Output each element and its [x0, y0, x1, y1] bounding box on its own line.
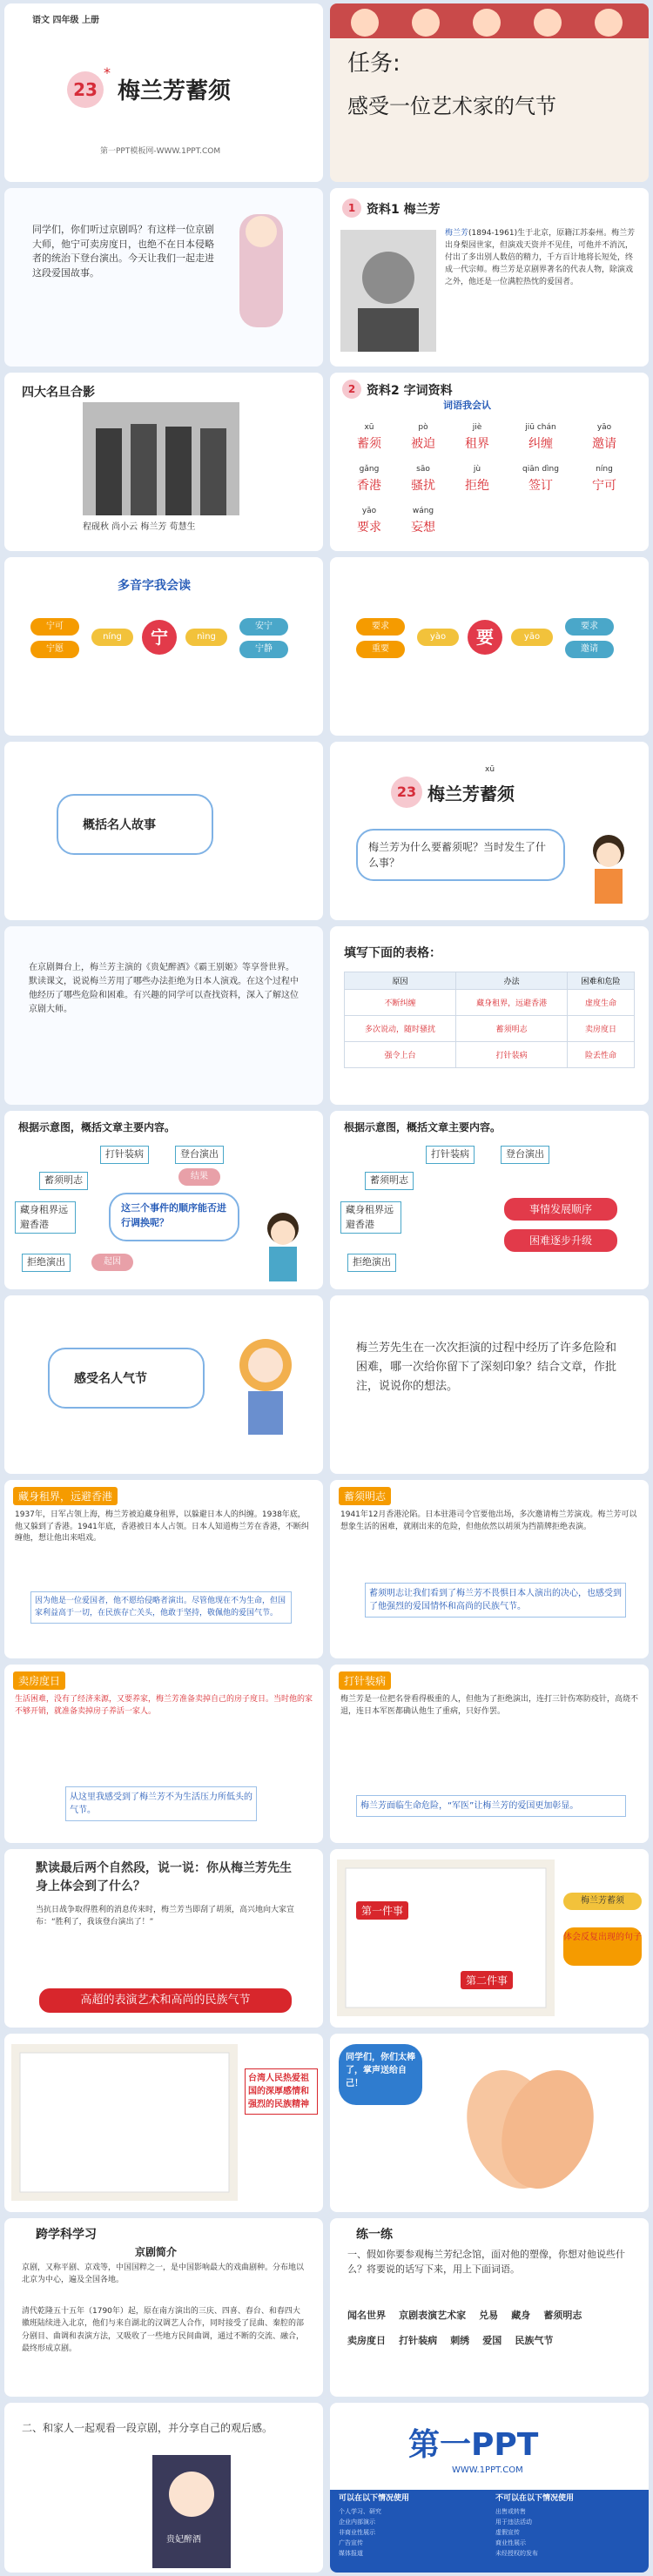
- slide-25-interdisciplinary[interactable]: [4, 2218, 323, 2397]
- polyphone-char: 要: [468, 620, 502, 655]
- pinyin: xū: [364, 423, 374, 432]
- word: 蓄须: [357, 436, 381, 451]
- task-text: 感受一位艺术家的气节: [347, 94, 556, 118]
- allowed-item: 非商业性展示: [339, 2529, 375, 2536]
- event-note: 梅兰芳面临生命危险，“军医”让梅兰芳的爱国更加彰显。: [356, 1795, 626, 1817]
- word: 纠缠: [528, 436, 553, 451]
- slide-23-textbook[interactable]: [4, 2034, 323, 2212]
- lesson-star: *: [104, 64, 111, 81]
- words-sub: 词语我会认: [443, 400, 491, 411]
- practice-word: 民族气节: [515, 2334, 554, 2346]
- interdisciplinary-body-2: 清代乾隆五十五年（1790年）起，原在南方演出的三庆、四喜、春台、和春四大徽班陆续进入北京，他们与来自湖北的汉调艺人合作，同时接受了昆曲、秦腔的部分剧目、曲调和表演方法，又吸收了一些地方民间曲调，通过不断的交流、融合，最终形成京剧。: [22, 2307, 305, 2354]
- practice-word: 打针装病: [399, 2334, 438, 2346]
- material-heading: 资料1 梅兰芳: [367, 203, 441, 217]
- event-tag: 打针装病: [339, 1671, 391, 1690]
- diagram-heading: 根据示意图，概括文章主要内容。: [18, 1121, 176, 1133]
- practice-heading: 练一练: [356, 2228, 393, 2242]
- table-cell: 不断纠缠: [345, 990, 456, 1016]
- slide-4-material1[interactable]: [330, 188, 649, 367]
- slide-6-words[interactable]: [330, 373, 649, 551]
- table-cell: 藏身租界，远避香港: [456, 990, 568, 1016]
- site-label: 第一PPT模板网-WWW.1PPT.COM: [100, 147, 221, 156]
- word: 租界: [465, 436, 489, 451]
- word: 邀请: [592, 436, 616, 451]
- praise-text: 同学们，你们太棒了，掌声送给自己！: [346, 2053, 415, 2088]
- diagram-node: 登台演出: [501, 1146, 549, 1164]
- allowed-item: 个人学习、研究: [339, 2508, 381, 2515]
- reflection-answer: 高超的表演艺术和高尚的民族气节: [39, 1988, 292, 2013]
- table-header: 困难和危险: [568, 972, 635, 990]
- question-text: 梅兰芳为什么要蓄须呢？当时发生了什么事？: [368, 841, 547, 869]
- lesson-title: 梅兰芳蓄须: [118, 78, 232, 104]
- disallowed-item: 出售或转售: [495, 2508, 526, 2515]
- practice-word: 爱国: [482, 2334, 502, 2346]
- word-row-1: [342, 416, 638, 454]
- slide-10-question[interactable]: [330, 742, 649, 920]
- bio-block: [445, 228, 640, 289]
- table-row: [345, 1042, 635, 1068]
- polyphone-char: 宁: [142, 620, 177, 655]
- word: 要求: [357, 520, 381, 535]
- slide-14-diagram-answer[interactable]: [330, 1111, 649, 1289]
- section-label: 概括名人故事: [83, 818, 156, 832]
- interdisciplinary-heading: 跨学科学习: [36, 2228, 97, 2242]
- allowed-item: 媒体报道: [339, 2550, 363, 2557]
- word-pill: 宁可: [30, 618, 79, 636]
- word: 香港: [357, 478, 381, 493]
- event-body: 生活困难，没有了经济来源，又要养家，梅兰芳准备卖掉自己的房子度日。当时他的家不够开销，就准备卖掉房子养活一家人。: [15, 1695, 313, 1716]
- disallowed-item: 用于违法活动: [495, 2519, 532, 2526]
- result-pill: 结果: [178, 1168, 220, 1186]
- disallowed-title: 不可以在以下情况使用: [495, 2494, 575, 2503]
- side-label: 梅兰芳蓄须: [563, 1893, 642, 1910]
- word-pill: 要求: [356, 618, 405, 636]
- slide-12-table[interactable]: [330, 926, 649, 1105]
- disallowed-item: 未经授权的发布: [495, 2550, 538, 2557]
- material-num-badge: 1: [342, 198, 361, 218]
- cause-pill: 起因: [91, 1254, 133, 1271]
- opera-poster-image: [152, 2455, 231, 2568]
- textbook-page-image: [11, 2044, 238, 2201]
- table-header: 原因: [345, 972, 456, 990]
- brand-url: WWW.1PPT.COM: [452, 2465, 523, 2475]
- pinyin: gǎng: [359, 465, 380, 474]
- clapping-hands-illustration: [443, 2051, 617, 2199]
- opera-masks-strip: [330, 3, 649, 38]
- slide-19-annotation[interactable]: [4, 1665, 323, 1843]
- allowed-item: 广告宣传: [339, 2539, 363, 2546]
- table-header: 办法: [456, 972, 568, 990]
- bio-text: 生于北京，原籍江苏泰州。梅兰芳出身梨园世家，但演戏天资并不见佳，可他并不消沉，付出了多出别人数倍的精力，千方百计地将长短处，终成一代宗师。梅兰芳是京剧界著名的代表人物，除演戏之外，他还是一位满腔热忱的爱国者。: [445, 229, 636, 286]
- event-body: 1941年12月香港沦陷。日本驻港司令官要他出场，多次邀请梅兰芳演戏。梅兰芳可以想象生活的困难，就刚出来的危险，但他依然以胡须为挡箭牌拒绝表演。: [340, 1510, 637, 1531]
- pinyin: sāo: [416, 465, 430, 474]
- word: 签订: [528, 478, 553, 493]
- pinyin: jù: [473, 465, 481, 474]
- table-cell: 虚度生命: [568, 990, 635, 1016]
- textbook-page-image: [337, 1860, 555, 2016]
- slide-22-textbook[interactable]: [330, 1849, 649, 2028]
- thought-text: 这三个事件的顺序能否进行调换呢？: [121, 1202, 226, 1228]
- side-note: 台湾人民热爱祖国的深厚感情和强烈的民族精神: [245, 2068, 318, 2115]
- diagram-node: 登台演出: [175, 1146, 224, 1164]
- page-label: 第一件事: [356, 1901, 408, 1920]
- disallowed-item: 虚假宣传: [495, 2529, 520, 2536]
- pinyin: jiū chán: [525, 423, 556, 432]
- diagram-node: 藏身租界远避香港: [340, 1201, 401, 1234]
- table-row: [345, 1016, 635, 1042]
- group-photo: [83, 402, 239, 515]
- word-pill: 要求: [565, 618, 614, 636]
- brand-logo: 第一PPT: [408, 2427, 539, 2463]
- opera-figure-illustration: [222, 205, 300, 336]
- slide-11-reading[interactable]: [4, 926, 323, 1105]
- word-row-2: [342, 458, 638, 495]
- slide-9-section[interactable]: [4, 742, 323, 920]
- slide-8-polyphone[interactable]: [330, 557, 649, 736]
- diagram-node: 蓄须明志: [365, 1172, 414, 1190]
- slide-3-intro[interactable]: [4, 188, 323, 367]
- answer-pill: 困难逐步升级: [504, 1229, 617, 1252]
- slide-18-annotation[interactable]: [330, 1480, 649, 1658]
- pinyin-pill: yāo: [511, 629, 553, 646]
- photo-heading: 四大名旦合影: [22, 386, 95, 400]
- slide-27-activity[interactable]: [4, 2403, 323, 2573]
- event-note: 因为他是一位爱国者，他不愿给侵略者演出。尽管他现在不为生命，但国家利益高于一切，在民族存亡关头，他敢于坚持，敬佩他的爱国气节。: [30, 1591, 292, 1624]
- word-row-3: [342, 500, 516, 537]
- slide-5-photo[interactable]: [4, 373, 323, 551]
- practice-word: 京剧表演艺术家: [399, 2310, 467, 2321]
- diagram-node: 打针装病: [426, 1146, 475, 1164]
- practice-word: 蓄须明志: [543, 2310, 582, 2321]
- table-heading: 填写下面的表格：: [344, 946, 441, 960]
- task-label: 任务:: [347, 50, 401, 77]
- table-cell: 强令上台: [345, 1042, 456, 1068]
- interdisciplinary-body: 京剧，又称平剧、京戏等，中国国粹之一，是中国影响最大的戏曲剧种。分布地以北京为中心，遍及全国各地。: [22, 2263, 305, 2285]
- event-tag: 蓄须明志: [339, 1487, 391, 1505]
- allowed-item: 企业内部演示: [339, 2519, 375, 2526]
- word: 妄想: [411, 520, 435, 535]
- allowed-title: 可以在以下情况使用: [339, 2494, 410, 2503]
- diagram-node: 拒绝演出: [347, 1254, 396, 1272]
- slide-2-task[interactable]: [330, 3, 649, 182]
- pinyin: qiān dìng: [522, 465, 559, 474]
- diagram-node: 藏身租界远避香港: [15, 1201, 76, 1234]
- word-pill: 宁静: [239, 641, 288, 658]
- diagram-heading: 根据示意图，概括文章主要内容。: [344, 1121, 502, 1133]
- side-label: 体会反复出现的句子: [563, 1927, 642, 1966]
- reading-text: 在京剧舞台上，梅兰芳主演的《贵妃醉酒》《霸王别姬》等享誉世界。默读课文，说说梅兰芳用了哪些办法拒绝为日本人演戏。在这个过程中他经历了哪些危险和困难。有兴趣的同学可以查找资料，深入了解这位京剧大师。: [29, 963, 299, 1014]
- word-pill: 重要: [356, 641, 405, 658]
- slide-7-polyphone[interactable]: [4, 557, 323, 736]
- word-pill: 安宁: [239, 618, 288, 636]
- slide-21-reflection[interactable]: [4, 1849, 323, 2028]
- word: 拒绝: [465, 478, 489, 493]
- table-header-row: [345, 972, 635, 990]
- intro-text: 同学们，你们听过京剧吗？有这样一位京剧大师，他宁可卖房度日，也绝不在日本侵略者的统治下登台演出。今天让我们一起走进这段爱国故事。: [32, 224, 214, 279]
- slide-1-title[interactable]: [4, 3, 323, 182]
- opera-figure-illustration: [222, 1330, 309, 1443]
- pinyin: yāo: [361, 507, 377, 515]
- pinyin: níng: [596, 465, 613, 474]
- prompt-text: 梅兰芳先生在一次次拒演的过程中经历了许多危险和困难，哪一次给你留下了深刻印象？结合文章，作批注，说说你的想法。: [356, 1342, 617, 1394]
- event-body: 1937年，日军占领上海，梅兰芳被迫藏身租界，以躲避日本人的纠缠。1938年底，他又躲到了香港。1941年底，香港被日本人占领。日本人知道梅兰芳在香港，不断纠缠他，想让他出来唱戏。: [15, 1510, 309, 1543]
- answer-pill: 事情发展顺序: [504, 1198, 617, 1221]
- pinyin: yāo: [596, 423, 612, 432]
- event-body: 梅兰芳是一位把名誉看得极重的人，但他为了拒绝演出，连打三针伤寒防疫针，高烧不退，连日本军医都确认他生了重病，只好作罢。: [340, 1695, 639, 1716]
- table-cell: 多次说动，随时骚扰: [345, 1016, 456, 1042]
- practice-word: 卖房度日: [347, 2334, 386, 2346]
- reason-table: [344, 972, 635, 1068]
- polyphone-heading: 多音字我会读: [118, 579, 191, 593]
- table-cell: 打针装病: [456, 1042, 568, 1068]
- pinyin-pill: níng: [91, 629, 133, 646]
- poster-title: 贵妃醉酒: [166, 2535, 201, 2545]
- event-note: 从这里我感受到了梅兰芳不为生活压力所低头的气节。: [65, 1786, 257, 1821]
- disallowed-item: 商业性展示: [495, 2539, 526, 2546]
- bio-name: 梅兰芳: [445, 229, 469, 238]
- diagram-node: 拒绝演出: [22, 1254, 71, 1272]
- practice-question: 一、假如你要参观梅兰芳纪念馆，面对他的塑像，你想对他说些什么？将要说的话写下来，用上下面词语。: [347, 2249, 625, 2275]
- event-tag: 藏身租界，远避香港: [13, 1487, 118, 1505]
- slide-16-prompt[interactable]: [330, 1295, 649, 1474]
- practice-word: 闻名世界: [347, 2310, 386, 2321]
- words-heading: 资料2 字词资料: [367, 384, 453, 398]
- word-pill: 邀请: [565, 641, 614, 658]
- table-row: [345, 990, 635, 1016]
- pinyin: jiè: [472, 423, 482, 432]
- interdisciplinary-subheading: 京剧简介: [135, 2246, 178, 2258]
- event-tag: 卖房度日: [13, 1671, 65, 1690]
- slide-20-annotation[interactable]: [330, 1665, 649, 1843]
- word-pill: 宁愿: [30, 641, 79, 658]
- event-note: 蓄须明志让我们看到了梅兰芳不畏惧日本人演出的决心，也感受到了他强烈的爱国情怀和高尚的民族气节。: [365, 1583, 626, 1618]
- table-cell: 卖房度日: [568, 1016, 635, 1042]
- diagram-node: 打针装病: [100, 1146, 149, 1164]
- word: 骚扰: [411, 478, 435, 493]
- student-illustration: [257, 1207, 309, 1285]
- practice-word: 兑易: [479, 2310, 499, 2321]
- practice-word: 刺绣: [450, 2334, 470, 2346]
- slide-13-diagram[interactable]: [4, 1111, 323, 1289]
- lesson-number-badge-2: 23: [391, 777, 422, 808]
- diagram-node: 蓄须明志: [39, 1172, 88, 1190]
- student-illustration: [582, 829, 635, 907]
- reflection-quote: 当抗日战争取得胜利的消息传来时，梅兰芳当即刮了胡须，高兴地向大家宣布：“胜利了，我该登台演出了！”: [36, 1906, 295, 1927]
- photo-caption: 程砚秋 尚小云 梅兰芳 荀慧生: [83, 522, 196, 532]
- lesson-title-2: 梅兰芳蓄须: [427, 784, 515, 804]
- practice-word: 藏身: [511, 2310, 531, 2321]
- pinyin-pill: nìng: [185, 629, 227, 646]
- slide-26-practice[interactable]: [330, 2218, 649, 2397]
- slide-15-section[interactable]: [4, 1295, 323, 1474]
- word: 宁可: [592, 478, 616, 493]
- slide-28-copyright[interactable]: [330, 2403, 649, 2573]
- title-pinyin: xū: [485, 765, 495, 774]
- slide-24-praise[interactable]: [330, 2034, 649, 2212]
- grade-label: 语文 四年级 上册: [32, 16, 99, 25]
- pinyin: wáng: [412, 507, 434, 515]
- reflection-question: 默读最后两个自然段，说一说：你从梅兰芳先生身上体会到了什么？: [36, 1861, 292, 1893]
- pinyin: pò: [418, 423, 428, 432]
- practice-word-list: [347, 2305, 635, 2355]
- lesson-number-badge: 23: [67, 71, 104, 108]
- slide-17-annotation[interactable]: [4, 1480, 323, 1658]
- table-cell: 险丢性命: [568, 1042, 635, 1068]
- material-num-badge-2: 2: [342, 380, 361, 399]
- bio-years: (1894-1961): [468, 229, 518, 238]
- word: 被迫: [411, 436, 435, 451]
- section-label: 感受名人气节: [74, 1372, 147, 1386]
- table-cell: 蓄须明志: [456, 1016, 568, 1042]
- portrait-photo: [340, 230, 436, 352]
- pinyin-pill: yào: [417, 629, 459, 646]
- page-label: 第二件事: [461, 1971, 513, 1989]
- activity-question: 二、和家人一起观看一段京剧，并分享自己的观后感。: [22, 2422, 273, 2434]
